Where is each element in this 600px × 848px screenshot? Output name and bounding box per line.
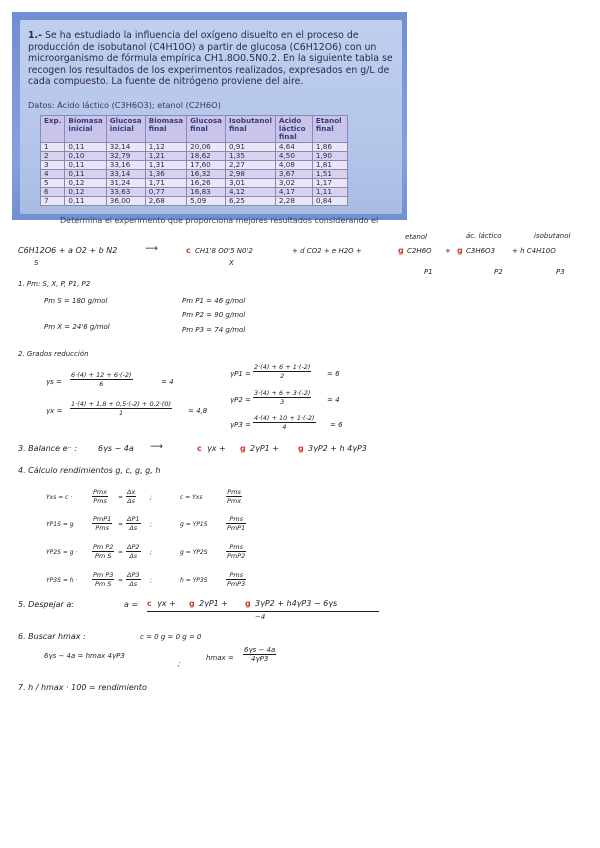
table-cell: 0,11	[65, 197, 106, 206]
table-cell: 1,51	[312, 170, 347, 179]
table-cell: 2,27	[225, 161, 275, 170]
s5-den: −4	[255, 613, 266, 621]
table-header: Biomasa inicial	[65, 116, 106, 143]
table-cell: 0,91	[225, 143, 275, 152]
table-cell: 17,60	[187, 161, 226, 170]
yp2s-f2-num: ΔP2	[127, 543, 140, 551]
table-cell: 0,10	[65, 152, 106, 161]
c-f-num: Pms	[227, 488, 241, 496]
h-eq: h = YP3S	[180, 577, 208, 584]
yp2s-f1-num: Pm P2	[93, 543, 114, 551]
yxs-frac2	[126, 488, 136, 505]
gp3-res: = 6	[330, 421, 343, 429]
g2-f-den: PmP2	[227, 552, 246, 560]
g1-f-num: Pms	[226, 515, 246, 524]
coef-g2: g	[457, 246, 463, 255]
table-cell: 0,11	[65, 170, 106, 179]
gp1-res: = 6	[327, 370, 340, 378]
g2-f-num: Pms	[226, 543, 246, 552]
table-header: Biomasa final	[145, 116, 186, 143]
table-cell: 16,83	[187, 188, 226, 197]
table-cell: 6	[41, 188, 65, 197]
label-isobutanol: isobutanol	[534, 232, 571, 240]
problem-datos: Datos: Ácido láctico (C3H6O3); etanol (C2H6O)	[28, 100, 221, 110]
gp2-num: 3·(4) + 6 + 3·(-2)	[254, 389, 311, 397]
table-cell: 4	[41, 170, 65, 179]
g1-f-den: PmP1	[227, 524, 246, 532]
yp2s-lhs: YP2S = g ·	[46, 549, 78, 556]
etanol-formula: C2H6O	[407, 247, 432, 255]
problem-card	[20, 20, 402, 225]
s4-title: 4. Cálculo rendimientos g, c, g, g, h	[18, 466, 161, 475]
separator: ;	[150, 549, 153, 556]
yp2s-frac2	[126, 543, 141, 560]
yxs-frac1	[92, 488, 108, 505]
table-cell: 1,81	[312, 161, 347, 170]
reaction-arrow: ⟶	[145, 244, 158, 254]
table-cell: 1	[41, 143, 65, 152]
gx-num: 1·(4) + 1,8 + 0,5·(-2) + 0,2·(0)	[71, 400, 172, 408]
gs-fraction	[70, 371, 133, 388]
table-cell: 0,11	[65, 143, 106, 152]
equals-sign: =	[118, 494, 124, 501]
h-f-num: Pms	[226, 571, 246, 580]
gx-den: 1	[118, 409, 124, 417]
s3-rhs3: 3γP2 + h 4γP3	[308, 444, 367, 453]
table-cell: 33,14	[106, 170, 145, 179]
s3-lhs: 6γs − 4a	[98, 444, 134, 453]
cut-off-question: Determina el experimento que proporciona mejores resultados considerando el	[60, 216, 379, 225]
table-cell: 20,06	[187, 143, 226, 152]
problem-number: 1.-	[28, 30, 42, 41]
s1-pmp1: Pm P1 = 46 g/mol	[182, 297, 246, 305]
gs-den: 6	[99, 380, 104, 388]
gs-num: 6·(4) + 12 + 6·(-2)	[71, 371, 132, 379]
reaction-plus1: +	[445, 247, 451, 255]
yp3s-f1-den: Pm S	[94, 580, 112, 588]
table-cell: 3,01	[225, 179, 275, 188]
table-header: Exp.	[41, 116, 65, 143]
s5-g1: g	[189, 599, 195, 608]
table-cell: 1,86	[312, 143, 347, 152]
label-lactico: ác. láctico	[466, 232, 502, 240]
s2-title: 2. Grados reducción	[18, 350, 89, 358]
table-cell: 2	[41, 152, 65, 161]
yp1s-frac1	[92, 515, 112, 532]
table-cell: 16,32	[187, 170, 226, 179]
table-cell: 4,12	[225, 188, 275, 197]
s5-t2: 2γP1 +	[199, 599, 228, 608]
table-cell: 36,00	[106, 197, 145, 206]
c-frac	[226, 488, 242, 505]
h-f-den: PmP3	[227, 580, 246, 588]
gx-lhs: γx =	[46, 407, 63, 415]
table-cell: 5,09	[187, 197, 226, 206]
yp3s-f2-den: Δs	[129, 580, 138, 588]
s1-pmp2: Pm P2 = 90 g/mol	[182, 311, 246, 319]
table-cell: 5	[41, 179, 65, 188]
table-cell: 0,77	[145, 188, 186, 197]
yp3s-f2-num: ΔP3	[127, 571, 140, 579]
yp1s-f2-den: Δs	[129, 524, 138, 532]
problem-photo	[12, 12, 407, 225]
problem-text: Se ha estudiado la influencia del oxígeno disuelto en el proceso de producción de isobutanol (C4H10O) a partir de glucosa (C6H12O6) con un microorganismo de fórmula empírica CH1.8O0.5N0.2. En la siguiente tabla se recogen los resultados de los experimentos realizados, expresados en g/L de cada compuesto. La fuente de nitrógeno proviene del aire.	[28, 30, 393, 87]
table-header-row	[41, 116, 348, 143]
gp3-lhs: γP3 =	[230, 421, 251, 429]
yp3s-f1-num: Pm P3	[93, 571, 114, 579]
gx-fraction	[70, 400, 172, 417]
separator: ;	[150, 577, 153, 584]
table-header: Isobutanol final	[225, 116, 275, 143]
table-cell: 1,90	[312, 152, 347, 161]
label-p2: P2	[494, 268, 503, 276]
biomass-formula: CH1'8 O0'5 N0'2	[195, 247, 253, 255]
label-etanol: etanol	[405, 233, 428, 241]
table-cell: 1,21	[145, 152, 186, 161]
table-cell: 32,14	[106, 143, 145, 152]
gp1-fraction	[253, 363, 311, 380]
reaction-mid: + d CO2 + e H2O +	[292, 247, 362, 255]
lactico-formula: C3H6O3	[466, 247, 496, 255]
s1-pms: Pm S = 180 g/mol	[44, 297, 108, 305]
table-cell: 1,71	[145, 179, 186, 188]
s1-pmx: Pm X = 24'6 g/mol	[44, 323, 110, 331]
coef-c: c	[186, 246, 191, 255]
s3-g1: g	[240, 444, 246, 453]
table-cell: 33,16	[106, 161, 145, 170]
coef-g1: g	[398, 246, 404, 255]
yp3s-lhs: YP3S = h ·	[46, 577, 78, 584]
gp3-num: 4·(4) + 10 + 1·(-2)	[254, 414, 315, 422]
table-cell: 1,12	[145, 143, 186, 152]
s3-c: c	[197, 444, 202, 453]
s3-rhs2: 2γP1 +	[250, 444, 279, 453]
s5-numerator	[147, 599, 379, 612]
label-p1: P1	[424, 268, 433, 276]
table-cell: 0,11	[65, 161, 106, 170]
g1-frac	[226, 515, 246, 532]
table-cell: 4,50	[275, 152, 312, 161]
yxs-f2-den: Δs	[127, 497, 136, 505]
s5-g2: g	[245, 599, 251, 608]
table-cell: 32,79	[106, 152, 145, 161]
gs-lhs: γs =	[46, 378, 62, 386]
s5-c: c	[147, 599, 152, 608]
s3-rhs1: γx +	[207, 444, 226, 453]
yp2s-f2-den: Δs	[129, 552, 138, 560]
yp3s-frac2	[126, 571, 141, 588]
yp2s-f1-den: Pm S	[94, 552, 112, 560]
table-cell: 0,12	[65, 188, 106, 197]
table-cell: 31,24	[106, 179, 145, 188]
yp1s-frac2	[126, 515, 141, 532]
data-table	[40, 115, 348, 206]
table-cell: 1,36	[145, 170, 186, 179]
yxs-lhs: Yxs = c ·	[46, 494, 73, 501]
table-cell: 2,98	[225, 170, 275, 179]
gx-res: = 4,8	[188, 407, 208, 415]
table-cell: 4,17	[275, 188, 312, 197]
gp2-lhs: γP2 =	[230, 396, 251, 404]
table-cell: 4,64	[275, 143, 312, 152]
table-cell: 3	[41, 161, 65, 170]
table-cell: 4,08	[275, 161, 312, 170]
problem-statement	[28, 30, 396, 88]
table-header: Glucosa final	[187, 116, 226, 143]
table-cell: 7	[41, 197, 65, 206]
s5-title: 5. Despejar a:	[18, 600, 74, 609]
gp1-num: 2·(4) + 6 + 1·(-2)	[254, 363, 311, 371]
s6-hmax-frac	[243, 646, 276, 663]
s7-text: 7. h / hmax · 100 = rendimiento	[18, 683, 147, 692]
gp1-lhs: γP1 =	[230, 370, 251, 378]
gp1-den: 2	[280, 372, 285, 380]
s6-conds: c = 0 g = 0 g = 0	[140, 633, 202, 641]
yxs-f2-num: Δx	[127, 488, 136, 496]
table-cell: 6,25	[225, 197, 275, 206]
table-cell: 33,63	[106, 188, 145, 197]
label-p3: P3	[556, 268, 565, 276]
s1-pmp3: Pm P3 = 74 g/mol	[182, 326, 246, 334]
g2-eq: g = YP2S	[180, 549, 208, 556]
gp2-fraction	[253, 389, 311, 406]
table-cell: 2,28	[275, 197, 312, 206]
yp1s-lhs: YP1S = g	[46, 521, 74, 528]
table-header: Etanol final	[312, 116, 347, 143]
gp3-fraction	[253, 414, 316, 431]
s6-title: 6. Buscar hmax :	[18, 632, 86, 641]
s5-t1: γx +	[157, 599, 176, 608]
label-x: X	[229, 259, 234, 267]
yp1s-f1-num: PmP1	[93, 515, 112, 523]
yxs-f1-den: Pms	[93, 497, 107, 505]
table-cell: 3,67	[275, 170, 312, 179]
reaction-plus2: + h C4H10O	[512, 247, 556, 255]
s6-hmax-num: 6γs − 4a	[244, 646, 276, 654]
s3-title: 3. Balance e⁻ :	[18, 444, 78, 453]
g1-eq: g = YP1S	[180, 521, 208, 528]
table-cell: 16,26	[187, 179, 226, 188]
equals-sign: =	[118, 549, 124, 556]
separator: ;	[150, 494, 153, 501]
table-cell: 1,17	[312, 179, 347, 188]
table-body	[41, 143, 348, 206]
s5-a-eq: a =	[124, 600, 139, 609]
table-cell: 3,02	[275, 179, 312, 188]
table-cell: 1,11	[312, 188, 347, 197]
table-header: Ácido láctico final	[275, 116, 312, 143]
s6-eq: 6γs − 4a = hmax 4γP3	[44, 652, 125, 660]
c-f-den: Pmx	[227, 497, 242, 505]
s6-sep: ;	[178, 660, 181, 668]
s6-hmax-den: 4γP3	[251, 655, 269, 663]
table-cell: 1,31	[145, 161, 186, 170]
s3-g2: g	[298, 444, 304, 453]
table-cell: 18,62	[187, 152, 226, 161]
h-frac	[226, 571, 246, 588]
yp3s-frac1	[92, 571, 114, 588]
yp2s-frac1	[92, 543, 114, 560]
s1-title: 1. Pm: S, X, P, P1, P2	[18, 280, 91, 288]
label-s: S	[34, 259, 39, 267]
yxs-f1-num: Pmx	[93, 488, 108, 496]
s5-t3: 3γP2 + h4γP3 − 6γs	[255, 599, 338, 608]
table-cell: 0,84	[312, 197, 347, 206]
s6-hmax-lhs: hmax =	[206, 654, 234, 662]
table-header: Glucosa inicial	[106, 116, 145, 143]
table-cell: 2,68	[145, 197, 186, 206]
yp1s-f1-den: Pms	[95, 524, 109, 532]
gp2-den: 3	[280, 398, 285, 406]
equals-sign: =	[118, 521, 124, 528]
table-cell: 1,35	[225, 152, 275, 161]
yp1s-f2-num: ΔP1	[127, 515, 140, 523]
table-cell: 0,12	[65, 179, 106, 188]
gp3-den: 4	[282, 423, 287, 431]
reaction-lhs: C6H12O6 + a O2 + b N2	[18, 246, 118, 255]
g2-frac	[226, 543, 246, 560]
separator: ;	[150, 521, 153, 528]
table-row	[41, 197, 348, 206]
c-eq: c = Yxs	[180, 494, 203, 501]
equals-sign: =	[118, 577, 124, 584]
s3-arrow: ⟶	[150, 442, 163, 452]
gp2-res: = 4	[327, 396, 340, 404]
gs-res: = 4	[161, 378, 174, 386]
